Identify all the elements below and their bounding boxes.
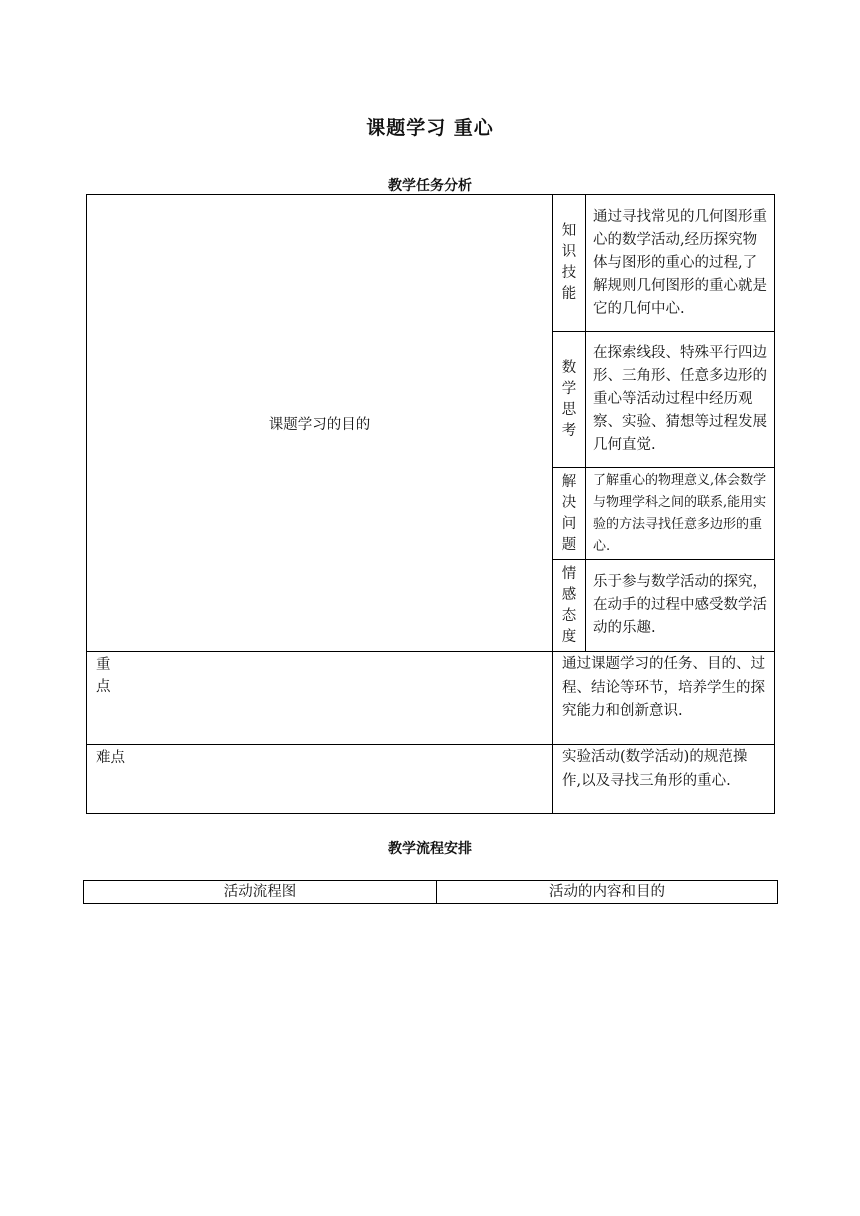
goal-category-thinking: 数 学 思 考 bbox=[553, 332, 586, 468]
goal-text-thinking: 在探索线段、特殊平行四边形、三角形、任意多边形的重心等活动过程中经历观察、实验、猜想等过程发展几何直觉. bbox=[586, 332, 775, 468]
section-heading-task-analysis: 教学任务分析 bbox=[388, 178, 472, 194]
goal-category-knowledge: 知 识 技 能 bbox=[553, 195, 586, 332]
goal-text-attitude: 乐于参与数学活动的探究，在动手的过程中感受数学活动的乐趣. bbox=[586, 560, 775, 652]
difficulty-label: 难点 bbox=[87, 745, 553, 814]
goal-category-problem-solving: 解 决 问 题 bbox=[553, 468, 586, 560]
key-point-label-line2: 点 bbox=[96, 679, 111, 695]
key-point-text: 通过课题学习的任务、目的、过程、结论等环节，培养学生的探究能力和创新意识. bbox=[553, 652, 775, 745]
goal-category-attitude: 情 感 态 度 bbox=[553, 560, 586, 652]
goal-text-problem-solving: 了解重心的物理意义,体会数学与物理学科之间的联系,能用实验的方法寻找任意多边形的重心. bbox=[586, 468, 775, 560]
key-point-label-cell bbox=[87, 652, 553, 745]
section-heading-teaching-flow: 教学流程安排 bbox=[388, 841, 472, 857]
teaching-flow-table bbox=[83, 880, 778, 904]
goal-text-knowledge: 通过寻找常见的几何图形重心的数学活动,经历探究物体与图形的重心的过程,了解规则几何图形的重心就是它的几何中心. bbox=[586, 195, 775, 332]
purpose-label: 课题学习的目的 bbox=[268, 416, 371, 433]
purpose-label-cell bbox=[87, 195, 553, 652]
key-point-label-line1: 重 bbox=[96, 657, 111, 673]
document-title: 课题学习 重心 bbox=[366, 117, 494, 139]
task-analysis-table bbox=[86, 194, 775, 814]
difficulty-text: 实验活动(数学活动)的规范操作,以及寻找三角形的重心. bbox=[553, 745, 775, 814]
column-header-flow-chart: 活动流程图 bbox=[84, 881, 437, 904]
column-header-content-purpose: 活动的内容和目的 bbox=[437, 881, 778, 904]
